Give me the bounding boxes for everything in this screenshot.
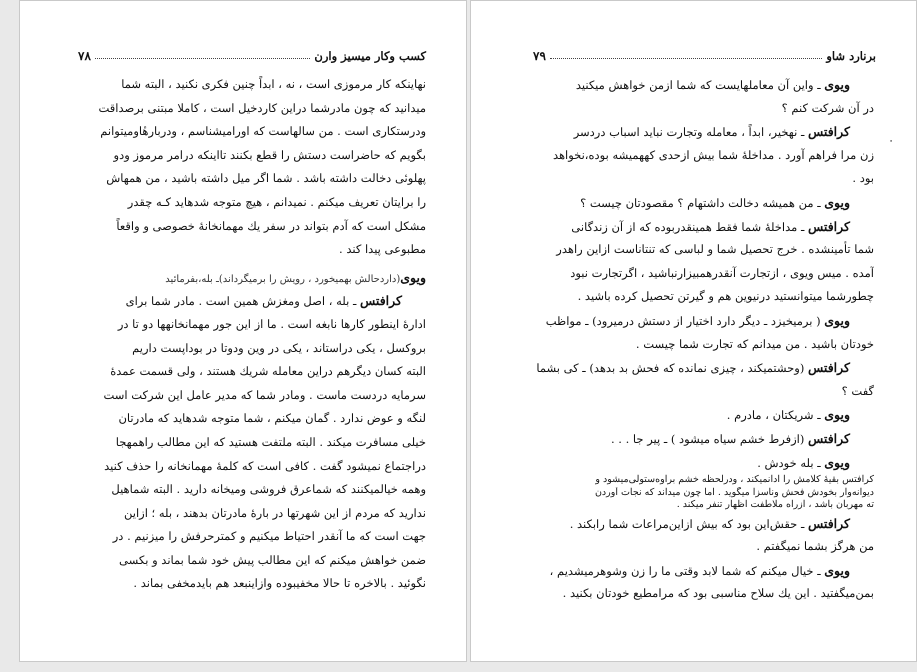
right-book-page [470,0,917,662]
right-page-header [533,45,876,63]
dialogue-line [78,266,426,290]
speaker-name: ویوی [824,407,850,423]
text-line: وهمه خیالمیکنند که شماعرق فروشی ومیخانه دارید . البته شماهیل [111,482,426,497]
dialogue-block [533,512,874,606]
text-line: دراجتماع نمیشود گفت . کافی است که کلمهٔ مهمانخانه را حذف کنید [104,458,426,473]
text-line: بگویم که حاضراست دستش را قطع بکنند تااینکه درامر مرموز ودو [113,147,426,162]
speaker-name: ویوی [824,312,850,328]
text-line: ادارهٔ اینطور کارها نابغه است . ما از این جور مهمانخانهها دو تا در [117,316,426,331]
text-line: بود . [852,171,874,186]
speech-text: (ازفرط خشم سیاه میشود ) ـ پیر جا . . . [611,431,805,446]
text-line: مطبوعی پیدا کند . [339,242,426,257]
text-line: میدانید که چون مادرشما دراین کاردخیل است ، کاملا مبتنی برصداقت [98,100,426,115]
speaker-name: ویوی [824,194,850,210]
right-running-title: برنارد شاو [826,49,876,63]
text-line: سرمایه دردست ماست . ومادر شما که مدیر عامل این شرکت است [103,387,426,402]
left-page-header [78,45,426,63]
text-line: خیلی مسافرت میکند . البته ملتفت هستید که این مطالب راهمهجا [115,434,426,449]
speaker-name: کرافتس [807,515,850,531]
speech-text: ـ حقش‌این بود که بیش ازاین‌مراعات شما رابکند . [569,516,805,531]
dialogue-line [533,403,874,427]
dialogue-line [533,191,874,215]
speaker-name: ویوی [824,562,850,578]
text-line: لنگه و عوض ندارد . گمان میکنم ، شما متوجه شدهاید که مادرتان [118,411,426,426]
text-line: ودرستکاری است . من سالهاست که اورامیشناسم ، ودربارهٔاومیتوانم [100,124,426,139]
left-running-title: کسب وکار میسیز وارن [314,49,426,63]
speech-text: ـ بله ، اصل ومغزش همین است . مادر شما برای [125,294,357,309]
text-line: خودتان باشید . من میدانم که تجارت شما چیست . [635,336,874,351]
speech-text: ـ واین آن معاملهایست که شما ازمن خواهش میکنید [575,78,821,92]
text-line: در آن شرکت کنم ؟ [781,100,874,115]
text-line: نگوئید . بالاخره تا حالا مخفیبوده وازاینبعد هم بایدمخفی بماند . [133,576,426,591]
header-dotted-leader [95,58,311,59]
margin-marker: ۰ [888,134,894,147]
stage-note-line: دیوانه‌وار بخودش فحش وناسزا میگوید . اما چون میداند که نجات آوردن [594,486,874,498]
speech-text: ـ بله خودش . [757,455,821,470]
speech-text: ـ شریکتان ، مادرم . [726,408,821,423]
dialogue-line [78,289,426,313]
text-line: بروکسل ، یکی دراستاند ، یکی در وین ودوتا در بوداپست داریم [132,340,426,355]
dialogue-line [533,309,874,333]
right-page-body [533,73,874,606]
left-book-page [19,0,467,662]
speech-text: ـ نهخیر، ابداً ، معامله وتجارت نباید اسباب دردسر [573,125,805,140]
stage-note-line: کرافتس بقیهٔ کلامش را ادانمیکند ، ودرلحظه خشم براوه‌ستولی‌میشود و [595,474,874,486]
dialogue-line [533,559,874,583]
speech-text: ( برمیخیزد ـ دیگر دارد اختیار از دستش درمیرود) ـ مواظب [545,313,821,328]
text-line: مشکل است که آدم بتواند در سفر یك مهمانخانهٔ خصوصی و واقعاً [116,218,426,233]
speaker-name: ویوی [824,77,850,92]
text-line: جهت است که ما آنقدر احتیاط میکنیم و کمترحرفش را میزنیم . در [112,529,426,544]
speaker-name: کرافتس [807,430,850,446]
speech-text: ـ من همیشه دخالت داشتهام ؟ مقصودتان چیست ؟ [580,195,821,210]
text-line: البته کسان دیگرهم دراین معامله شریك هستند ، ولی قسمت عمدهٔ [110,364,426,379]
text-line: ضمن خواهش میکنم که این مطالب پیش خود شما بماند و بکسی [119,552,426,567]
right-page-number: ۷۹ [533,49,546,63]
text-line: را برایتان تعریف میکنم . نمیدانم ، هیچ متوجه شدهاید کـه چقدر [127,194,426,209]
text-line: بمن‌میگفتید . این یك سلاح مناسبی بود که مرامطیع خودتان بکنید . [562,586,874,601]
speech-text: ـ مداخلهٔ شما فقط همینقدربوده که از آن زندگانی [571,219,805,234]
stage-direction: (داردحالش بهمیخورد ، رویش را برمیگرداند)ـ بله،بفرمائید [165,273,401,285]
stage-note-line: ته مهربان باشد ، ازراه ملاطفت اظهار تنفر میکند . [676,499,874,511]
text-line: شما تأمینشده . خرج تحصیل شما و لباسی که تنتاناست ازاین راهدر [556,242,874,257]
speaker-name: کرافتس [807,360,850,376]
dialogue-block [533,73,874,474]
speaker-name: کرافتس [807,218,850,234]
speaker-name: ویوی [824,454,850,470]
speaker-name: کرافتس [807,124,850,140]
text-line: من هرگز بشما نمیگفتم . [756,539,874,554]
text-line: آمده . میس ویوی ، ازتجارت آنقدرهمبیزارنباشید ، اگرتجارت نبود [570,265,874,280]
text-line: نهاینکه کار مرموزی است ، نه ، ابداً چنین فکری نکنید ، البته شما [121,77,426,91]
text-line: گفت ؟ [841,383,874,398]
dialogue-line [533,356,874,380]
dialogue-line [533,73,874,97]
text-line: زن مرا فراهم آورد . مداخلهٔ شما بیش ازحدی کههمیشه بوده،نخواهد [552,147,874,162]
speech-text: ـ خیال میکنم که شما لابد وقتی ما را زن وشوهرمیشدیم ، [549,563,821,578]
dialogue-line [533,427,874,451]
speaker-name: کرافتس [359,293,402,309]
text-line: ندارید که مردم از این شهرتها در بارهٔ مادرتان بدهند ، بله ؛ ازاین [123,505,426,520]
dialogue-line [533,512,874,536]
speech-text: (وحشتمیکند ، چیزی نمانده که فحش بد بدهد) ـ کی بشما [536,361,805,376]
dialogue-line [533,451,874,475]
text-line: پهلوئی دخالت داشته باشد . شما اگر میل داشته باشید ، من همهاش [106,171,426,186]
dialogue-line [533,120,874,144]
speaker-name: ویوی [400,269,426,285]
left-page-body [78,73,426,596]
left-page-number: ۷۸ [78,49,91,63]
header-dotted-leader [550,58,822,59]
dialogue-line [533,215,874,239]
text-line: چطورشما میتوانستید درنیوین هم و گیرتن تحصیل کرده باشید . [577,289,874,304]
